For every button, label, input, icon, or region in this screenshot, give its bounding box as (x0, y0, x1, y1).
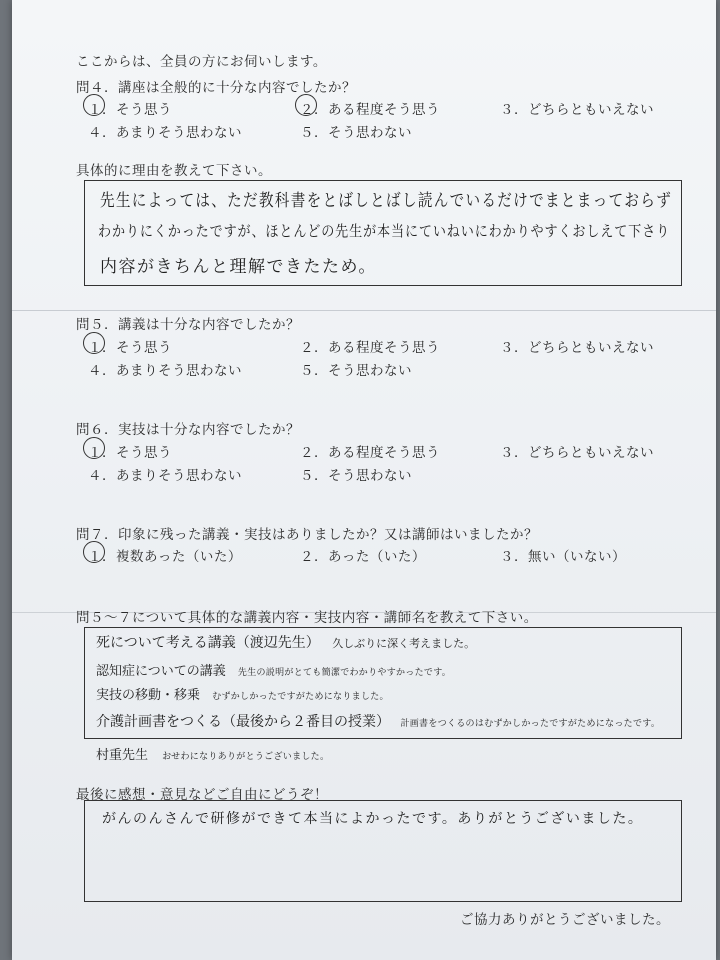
q57-item-5-main: 村重先生 (96, 748, 149, 763)
q5-option-3: ３．どちらともいえない (500, 340, 654, 356)
q57-question: 問５～７について具体的な講義内容・実技内容・講師名を教えて下さい。 (76, 610, 538, 626)
q57-item-3 (96, 684, 389, 703)
survey-sheet (12, 0, 716, 960)
q5-option-1: １．そう思う (88, 340, 172, 356)
q57-item-2-note: 先生の説明がとても簡潔でわかりやすかったです。 (237, 668, 452, 678)
q4-option-2: ２．ある程度そう思う (300, 102, 440, 118)
final-comment-answer: がんのんさんで研修ができて本当によかったです。ありがとうございました。 (102, 811, 644, 827)
q5-option-4: ４．あまりそう思わない (88, 363, 242, 379)
q4-answer-line-2: わかりにくかったですが、ほとんどの先生が本当にていねいにわかりやすくおしえて下さり (98, 222, 671, 240)
q4-option-2-circle-mark (295, 94, 317, 116)
q4-option-3: ３．どちらともいえない (500, 102, 654, 118)
q4-reason-label: 具体的に理由を教えて下さい。 (76, 163, 272, 179)
q5-question: 問５．講義は十分な内容でしたか？ (76, 317, 300, 333)
q57-item-1-main: 死について考える講義（渡辺先生） (96, 635, 320, 651)
q6-option-1-circle-mark (83, 437, 105, 459)
q7-option-1-circle-mark (83, 541, 105, 563)
q57-item-1-note: 久しぶりに深く考えました。 (332, 637, 476, 650)
q57-item-4-note: 計画書をつくるのはむずかしかったですがためになったです。 (400, 719, 661, 729)
q4-answer-line-1: 先生によっては、ただ教科書をとばしとばし読んでいるだけでまとまっておらず (100, 191, 673, 211)
q4-option-4: ４．あまりそう思わない (88, 125, 242, 141)
q6-option-5: ５．そう思わない (300, 468, 412, 484)
intro-text: ここからは、全員の方にお伺いします。 (76, 54, 327, 70)
q57-item-5-note: おせわになりありがとうございました。 (162, 752, 330, 762)
q57-item-2 (96, 660, 451, 679)
thanks-text: ご協力ありがとうございました。 (460, 912, 670, 928)
q5-option-1-circle-mark (83, 332, 105, 354)
q7-option-1: １．複数あった（いた） (88, 549, 242, 565)
q6-question: 問６．実技は十分な内容でしたか？ (76, 422, 300, 438)
q7-question: 問７．印象に残った講義・実技はありましたか？又は講師はいましたか？ (76, 527, 538, 543)
q4-answer-line-3: 内容がきちんと理解できたため。 (100, 257, 377, 277)
q57-item-4 (96, 711, 660, 731)
q57-item-3-main: 実技の移動・移乗 (96, 688, 201, 703)
q4-question: 問４．講座は全般的に十分な内容でしたか？ (76, 80, 356, 96)
final-comment-label: 最後に感想・意見などご自由にどうぞ！ (76, 787, 328, 803)
q6-option-4: ４．あまりそう思わない (88, 468, 242, 484)
q4-option-1-circle-mark (83, 94, 105, 116)
paper-fold-line (12, 310, 716, 311)
q57-item-3-note: むずかしかったですがためになりました。 (212, 692, 389, 702)
q7-option-3: ３．無い（いない） (500, 549, 626, 565)
q4-option-5: ５．そう思わない (300, 125, 412, 141)
q7-option-2: ２．あった（いた） (300, 549, 426, 565)
q57-item-1 (96, 632, 475, 652)
q57-item-5 (96, 744, 329, 763)
q5-option-5: ５．そう思わない (300, 363, 412, 379)
q6-option-1: １．そう思う (88, 445, 172, 461)
q6-option-3: ３．どちらともいえない (500, 445, 654, 461)
q57-item-2-main: 認知症についての講義 (96, 664, 226, 679)
q57-item-4-main: 介護計画書をつくる（最後から２番目の授業） (96, 714, 390, 730)
q6-option-2: ２．ある程度そう思う (300, 445, 440, 461)
q4-option-1: １．そう思う (88, 102, 172, 118)
q5-option-2: ２．ある程度そう思う (300, 340, 440, 356)
